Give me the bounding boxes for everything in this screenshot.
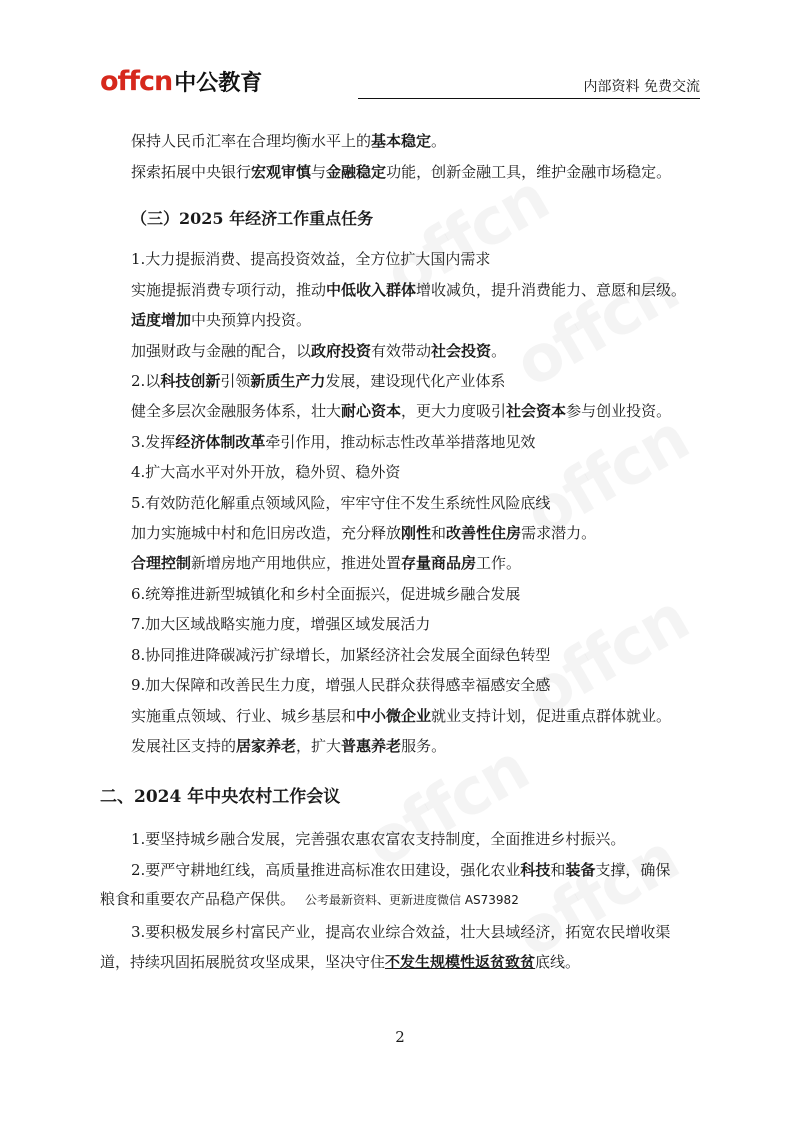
list-item: 8.协同推进降碳减污扩绿增长，加紧经济社会发展全面绿色转型: [131, 646, 551, 664]
text-line: 加力实施城中村和危旧房改造，充分释放刚性和改善性住房需求潜力。: [131, 524, 597, 542]
list-item: 3.发挥经济体制改革牵引作用，推动标志性改革举措落地见效: [131, 433, 536, 451]
text-line: 健全多层次金融服务体系，壮大耐心资本，更大力度吸引社会资本参与创业投资。: [131, 402, 672, 420]
list-item: 5.有效防范化解重点领域风险，牢牢守住不发生系统性风险底线: [131, 494, 551, 512]
section-heading: （三）2025 年经济工作重点任务: [131, 209, 374, 228]
list-item: 1.要坚持城乡融合发展，完善强农惠农富农支持制度，全面推进乡村振兴。: [131, 830, 626, 848]
list-item: 2.要严守耕地红线，高质量推进高标准农田建设，强化农业科技和装备支撑，确保: [131, 861, 671, 879]
text-line: 保持人民币汇率在合理均衡水平上的基本稳定。: [131, 132, 447, 150]
list-item: 1.大力提振消费、提高投资效益，全方位扩大国内需求: [131, 250, 491, 268]
header-caption: 内部资料 免费交流: [583, 79, 700, 95]
page-header: [100, 66, 700, 102]
section-heading: 二、2024 年中央农村工作会议: [100, 787, 341, 807]
watermark: [503, 252, 690, 403]
text-line: 合理控制新增房地产用地供应，推进处置存量商品房工作。: [131, 554, 522, 572]
contact-note: 公考最新资料、更新进度微信 AS73982: [305, 893, 519, 907]
header-rule: [358, 98, 700, 99]
text-line: 适度增加中央预算内投资。: [131, 311, 312, 329]
text-line: 探索拓展中央银行宏观审慎与金融稳定功能，创新金融工具，维护金融市场稳定。: [131, 163, 672, 181]
list-item: 4.扩大高水平对外开放，稳外贸、稳外资: [131, 463, 401, 481]
text-line: 道，持续巩固拓展脱贫攻坚成果，坚决守住不发生规模性返贫致贫底线。: [100, 953, 581, 971]
list-item: 6.统筹推进新型城镇化和乡村全面振兴，促进城乡融合发展: [131, 585, 521, 603]
list-item: 2.以科技创新引领新质生产力发展，建设现代化产业体系: [131, 372, 506, 390]
list-item: 3.要积极发展乡村富民产业，提高农业综合效益，壮大县域经济，拓宽农民增收渠: [131, 923, 671, 941]
text-line: 粮食和重要农产品稳产保供。 公考最新资料、更新进度微信 AS73982: [100, 890, 519, 908]
text-line: 实施提振消费专项行动，推动中低收入群体增收减负，提升消费能力、意愿和层级。: [131, 281, 687, 299]
page-number: 2: [395, 1028, 405, 1046]
list-item: 9.加大保障和改善民生力度，增强人民群众获得感幸福感安全感: [131, 676, 551, 694]
list-item: 7.加大区域战略实施力度，增强区域发展活力: [131, 615, 431, 633]
offcn-logo: [100, 66, 262, 97]
logo-latin: offcn: [100, 66, 173, 97]
text-line: 加强财政与金融的配合，以政府投资有效带动社会投资。: [131, 342, 507, 360]
logo-chinese: 中公教育: [174, 71, 263, 96]
text-line: 发展社区支持的居家养老，扩大普惠养老服务。: [131, 737, 447, 755]
text-line: 实施重点领域、行业、城乡基层和中小微企业就业支持计划，促进重点群体就业。: [131, 707, 672, 725]
